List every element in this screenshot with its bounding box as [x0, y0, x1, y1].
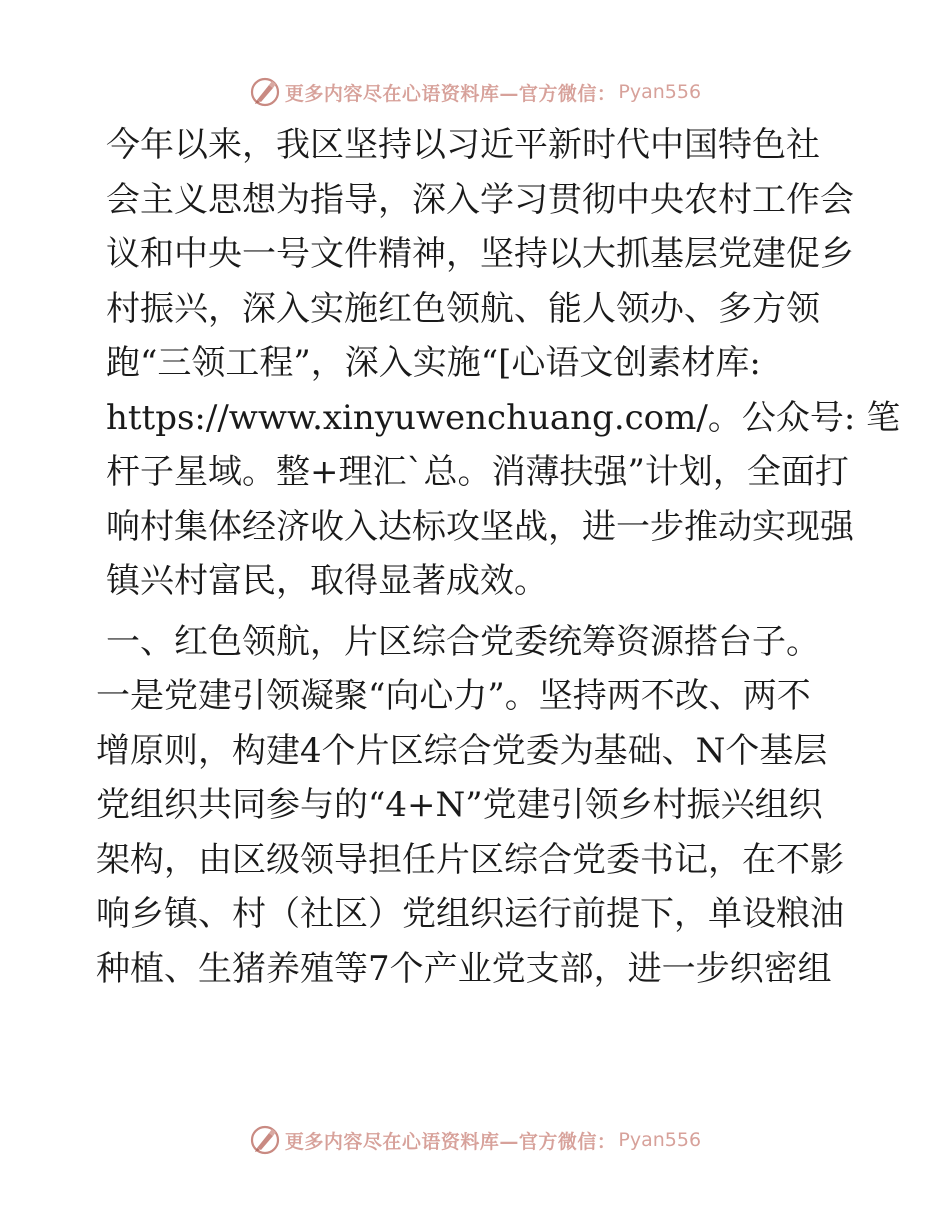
watermark-text: 更多内容尽在心语资料库—官方微信： — [284, 82, 617, 105]
text-line: 党组织共同参与的“4+N”党建引领乡村振兴组织 — [96, 785, 823, 825]
text-line: 镇兴村富民，取得显著成效。 — [106, 561, 548, 601]
text-line: 种植、生猪养殖等7个产业党支部，进一步织密组 — [96, 948, 832, 989]
watermark-text: 更多内容尽在心语资料库—官方微信： — [284, 1130, 617, 1153]
text-line: 响乡镇、村（社区）党组织运行前提下，单设粮油 — [96, 894, 844, 934]
text-line: 议和中央一号文件精神，坚持以大抓基层党建促乡 — [106, 234, 854, 274]
text-line: 增原则，构建4个片区综合党委为基础、N个基层 — [96, 730, 828, 771]
watermark-wechat-id: Pyan556 — [618, 1129, 702, 1151]
section-heading: 一、红色领航，片区综合党委统筹资源搭台子。 — [106, 621, 820, 662]
text-line: 架构，由区级领导担任片区综合党委书记，在不影 — [96, 839, 844, 880]
paragraph-section-one — [96, 615, 856, 997]
text-line: 一是党建引领凝聚“向心力”。坚持两不改、两不 — [96, 676, 811, 716]
watermark-wechat-id: Pyan556 — [618, 81, 702, 103]
text-line: 杆子星域。整+理汇`总。消薄扶强”计划，全面打 — [106, 452, 849, 492]
pen-logo-icon — [249, 76, 281, 108]
text-line: 今年以来，我区坚持以习近平新时代中国特色社 — [106, 125, 820, 165]
text-line: 会主义思想为指导，深入学习贯彻中央农村工作会 — [106, 179, 854, 220]
text-line: 跑“三领工程”，深入实施“[心语文创素材库: — [106, 343, 761, 383]
pen-logo-icon — [249, 1124, 281, 1156]
watermark-header — [0, 72, 950, 112]
watermark-footer — [0, 1120, 950, 1160]
paragraph-intro — [96, 118, 901, 609]
document-body — [96, 118, 901, 996]
text-line: https://www.xinyuwenchuang.com/。公众号: 笔 — [106, 397, 901, 438]
text-line: 村振兴，深入实施红色领航、能人领办、多方领 — [106, 288, 820, 329]
text-line: 响村集体经济收入达标攻坚战，进一步推动实现强 — [106, 506, 854, 547]
